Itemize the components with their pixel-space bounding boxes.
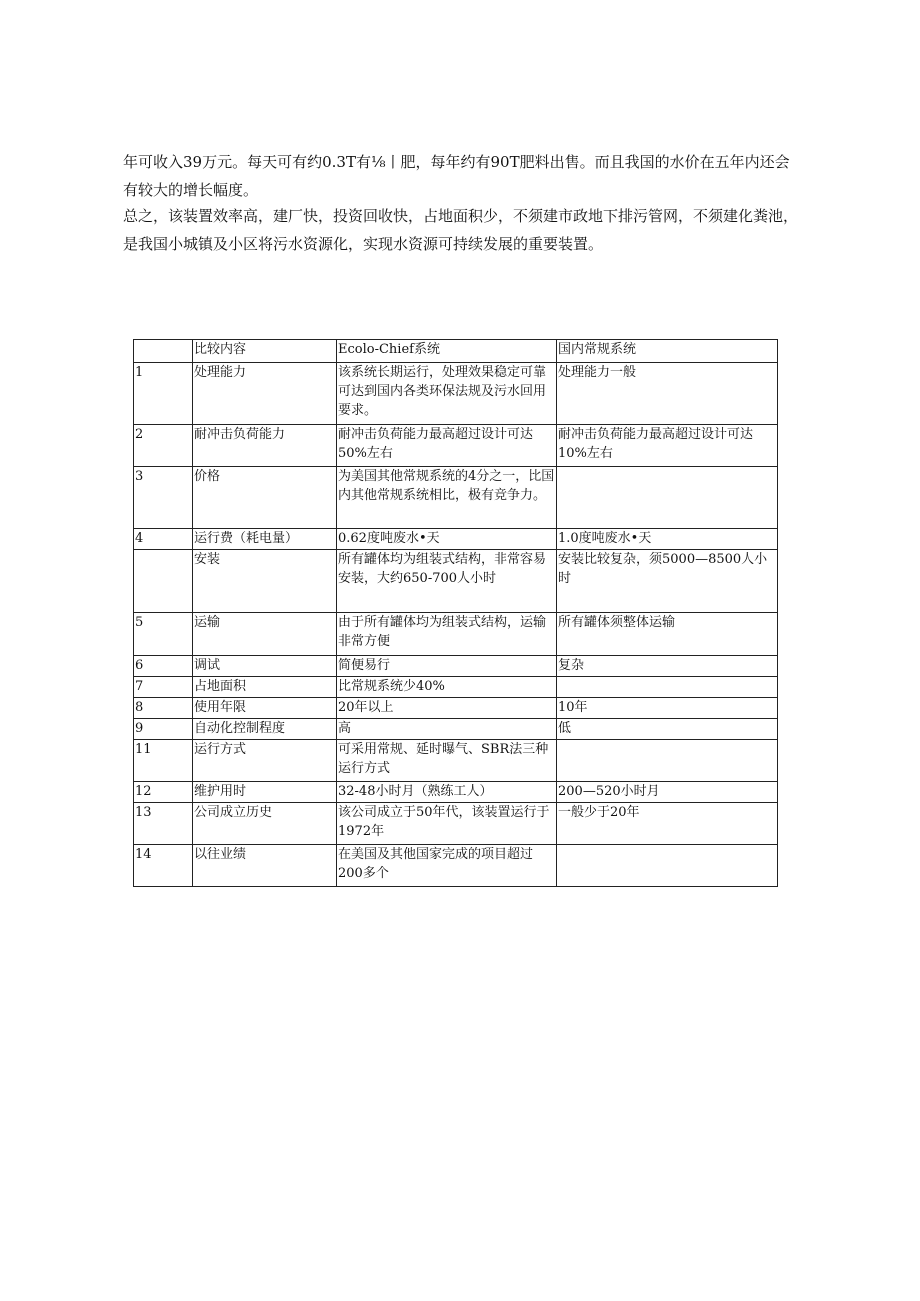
item-cell: 运输	[193, 613, 337, 656]
domestic-cell: 1.0度吨废水•天	[557, 529, 778, 550]
item-cell: 运行方式	[193, 740, 337, 782]
table-row	[134, 550, 778, 613]
table-row	[134, 363, 778, 425]
table-row	[134, 529, 778, 550]
domestic-cell	[557, 467, 778, 529]
table-row	[134, 613, 778, 656]
table-row	[134, 677, 778, 698]
table-row	[134, 845, 778, 887]
table-row	[134, 719, 778, 740]
row-index-cell: 14	[134, 845, 193, 887]
table-row	[134, 656, 778, 677]
domestic-cell	[557, 845, 778, 887]
item-cell: 处理能力	[193, 363, 337, 425]
table-row	[134, 698, 778, 719]
item-cell: 自动化控制程度	[193, 719, 337, 740]
row-index-cell: 12	[134, 782, 193, 803]
domestic-cell	[557, 740, 778, 782]
domestic-cell: 一般少于20年	[557, 803, 778, 845]
ecolo-cell: 32-48小时月（熟练工人）	[337, 782, 557, 803]
row-index-cell: 5	[134, 613, 193, 656]
ecolo-cell: 在美国及其他国家完成的项目超过200多个	[337, 845, 557, 887]
ecolo-cell: 所有罐体均为组装式结构，非常容易安装，大约650-700人小时	[337, 550, 557, 613]
row-index-cell: 4	[134, 529, 193, 550]
item-cell: 耐冲击负荷能力	[193, 425, 337, 467]
row-index-cell: 6	[134, 656, 193, 677]
body-paragraph-1: 年可收入39万元。每天可有约0.3T有⅛丨肥，每年约有90T肥料出售。而且我国的水价在五年内还会有较大的增长幅度。	[123, 153, 790, 199]
ecolo-cell: 耐冲击负荷能力最高超过设计可达50%左右	[337, 425, 557, 467]
ecolo-cell: 该系统长期运行，处理效果稳定可靠可达到国内各类环保法规及污水回用要求。	[337, 363, 557, 425]
row-index-cell: 1	[134, 363, 193, 425]
domestic-cell: 低	[557, 719, 778, 740]
row-index-cell: 9	[134, 719, 193, 740]
item-cell: 公司成立历史	[193, 803, 337, 845]
item-cell: 安装	[193, 550, 337, 613]
ecolo-cell: 由于所有罐体均为组装式结构，运输非常方便	[337, 613, 557, 656]
item-cell: 维护用时	[193, 782, 337, 803]
row-index-cell: 8	[134, 698, 193, 719]
domestic-cell	[557, 677, 778, 698]
domestic-cell: 处理能力一般	[557, 363, 778, 425]
row-index-cell: 3	[134, 467, 193, 529]
domestic-cell: 200—520小时月	[557, 782, 778, 803]
domestic-cell: 10年	[557, 698, 778, 719]
ecolo-cell: 该公司成立于50年代，该装置运行于1972年	[337, 803, 557, 845]
comparison-table	[133, 339, 778, 887]
ecolo-cell: 高	[337, 719, 557, 740]
header-cell-domestic: 国内常规系统	[557, 340, 778, 363]
ecolo-cell: 简便易行	[337, 656, 557, 677]
item-cell: 运行费（耗电量）	[193, 529, 337, 550]
header-cell-ecolo: Ecolo-Chief系统	[337, 340, 557, 363]
domestic-cell: 安装比较复杂，须5000—8500人小时	[557, 550, 778, 613]
table-header-row	[134, 340, 778, 363]
row-index-cell: 2	[134, 425, 193, 467]
ecolo-cell: 为美国其他常规系统的4分之一，比国内其他常规系统相比，极有竞争力。	[337, 467, 557, 529]
item-cell: 使用年限	[193, 698, 337, 719]
item-cell: 占地面积	[193, 677, 337, 698]
row-index-cell: 13	[134, 803, 193, 845]
row-index-cell	[134, 550, 193, 613]
table-row	[134, 425, 778, 467]
header-cell-index	[134, 340, 193, 363]
domestic-cell: 复杂	[557, 656, 778, 677]
header-cell-item: 比较内容	[193, 340, 337, 363]
table-row	[134, 803, 778, 845]
table-row	[134, 740, 778, 782]
ecolo-cell: 可采用常规、延时曝气、SBR法三种运行方式	[337, 740, 557, 782]
ecolo-cell: 0.62度吨废水•天	[337, 529, 557, 550]
item-cell: 调试	[193, 656, 337, 677]
domestic-cell: 所有罐体须整体运输	[557, 613, 778, 656]
row-index-cell: 7	[134, 677, 193, 698]
row-index-cell: 11	[134, 740, 193, 782]
body-paragraph-2: 总之，该装置效率高，建厂快，投资回收快，占地面积少，不须建市政地下排污管网，不须建化粪池，是我国小城镇及小区将污水资源化，实现水资源可持续发展的重要装置。	[123, 207, 799, 253]
ecolo-cell: 比常规系统少40%	[337, 677, 557, 698]
item-cell: 价格	[193, 467, 337, 529]
item-cell: 以往业绩	[193, 845, 337, 887]
table-row	[134, 467, 778, 529]
domestic-cell: 耐冲击负荷能力最高超过设计可达10%左右	[557, 425, 778, 467]
table-row	[134, 782, 778, 803]
ecolo-cell: 20年以上	[337, 698, 557, 719]
